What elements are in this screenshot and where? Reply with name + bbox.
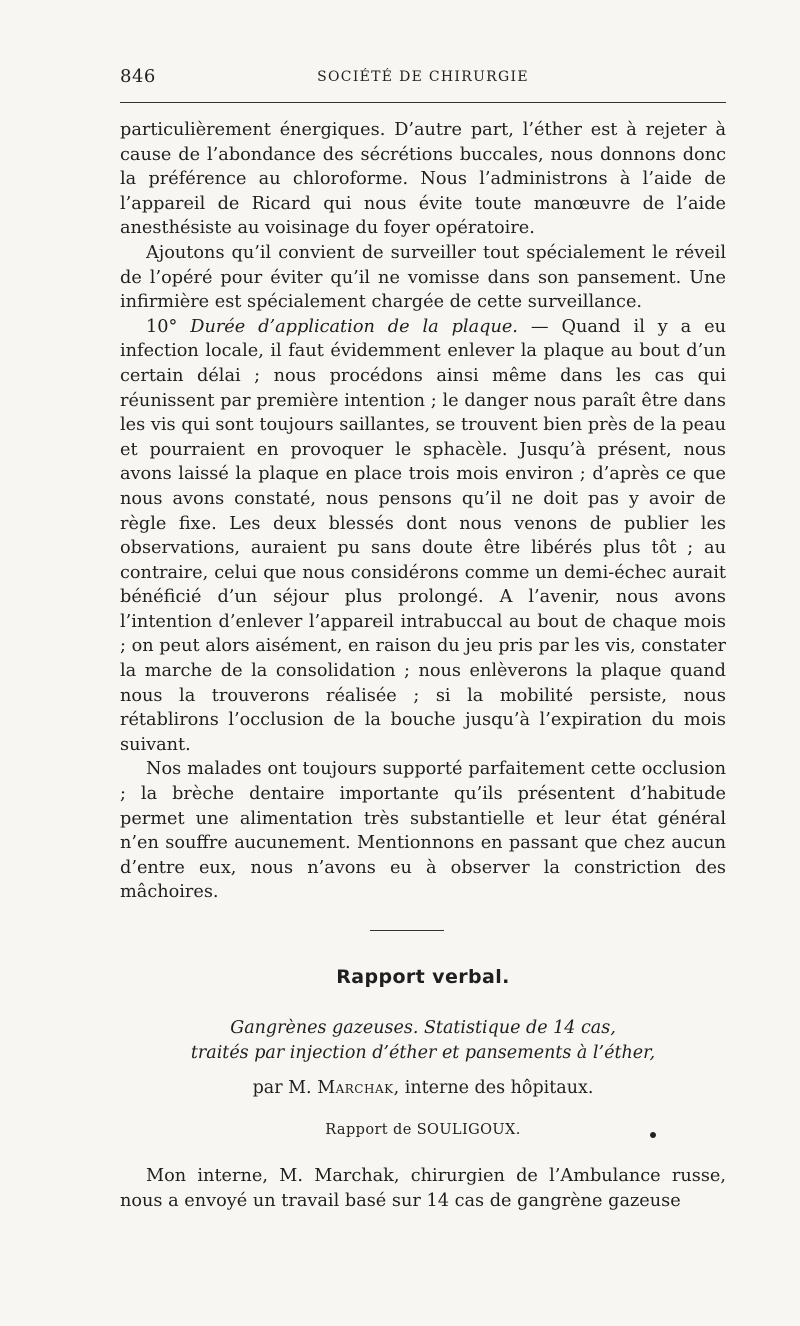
author-line <box>120 1078 726 1098</box>
section-number: 10° <box>146 316 178 337</box>
section-divider <box>370 930 444 931</box>
page-header <box>120 66 726 90</box>
section-heading: Durée d’application de la plaque. <box>190 316 518 337</box>
author-prefix: par M. <box>252 1078 312 1098</box>
article-title <box>120 1016 726 1066</box>
paragraph-recovery: Ajoutons qu’il convient de surveiller tout spécialement le réveil de l’opéré pour éviter qu’il ne vomisse dans son pansement. Une infirmière est spécialement chargée de cette surveillance. <box>120 242 726 313</box>
author-name: Marchak <box>317 1078 394 1098</box>
paragraph-report-intro: Mon interne, M. Marchak, chirurgien de l’Ambulance russe, nous a envoyé un travail basé sur 14 cas de gangrène gazeuse <box>120 1166 726 1211</box>
ink-dot <box>650 1132 656 1138</box>
section-text: — Quand il y a eu infection locale, il faut évidemment enlever la plaque au bout d’un certain délai ; nous procédons ainsi même dans les cas qui réunissent par première intention ; le danger nous paraît être dans les vis qui sont toujours saillantes, se trouvent bien près de la peau et pourraient en provoquer le sphacèle. Jusqu’à présent, nous avons laissé la plaque en place trois mois environ ; d’après ce que nous avons constaté, nous pensons qu’il ne doit pas y avoir de règle fixe. Les deux blessés dont nous venons de publier les observations, auraient pu sans doute être libérés plus tôt ; au contraire, celui que nous considérons comme un demi-échec aurait bénéficié d’un séjour plus prolongé. A l’avenir, nous avons l’intention d’enlever l’appareil intrabuccal au bout de chaque mois ; on peut alors aisément, en raison du jeu pris par les vis, constater la marche de la consolidation ; nous enlèverons la plaque quand nous la trouverons réalisée ; si la mobilité persiste, nous rétablirons l’occlusion de la bouche jusqu’à l’expiration du mois suivant. <box>120 316 726 755</box>
section-title: Rapport verbal. <box>336 966 510 988</box>
paragraph-anesthesia: particulièrement énergiques. D’autre part, l’éther est à rejeter à cause de l’abondance des sécrétions buccales, nous donnons donc la préférence au chloroforme. Nous l’administrons à l’aide de l’appareil de Ricard qui nous évite toute manœuvre de l’aide anesthésiste au voisinage du foyer opératoire. <box>120 120 726 239</box>
author-suffix: , interne des hôpitaux. <box>393 1078 594 1098</box>
paragraph-plate-duration <box>120 315 726 758</box>
reporter-line: Rapport de SOULIGOUX. <box>325 1122 521 1138</box>
header-rule <box>120 102 726 103</box>
running-title: SOCIÉTÉ DE CHIRURGIE <box>317 69 529 85</box>
body-text <box>120 118 726 905</box>
article-title-line-2: traités par injection d’éther et pansements à l’éther, <box>190 1043 656 1063</box>
page-number: 846 <box>120 66 156 87</box>
closing-text <box>120 1164 726 1214</box>
article-title-line-1: Gangrènes gazeuses. Statistique de 14 cas, <box>230 1018 616 1038</box>
paragraph-occlusion: Nos malades ont toujours supporté parfaitement cette occlusion ; la brèche dentaire importante qu’ils présentent d’habitude permet une alimentation très substantielle et leur état général n’en souffre aucunement. Mentionnons en passant que chez aucun d’entre eux, nous n’avons eu à observer la constriction des mâchoires. <box>120 759 726 903</box>
